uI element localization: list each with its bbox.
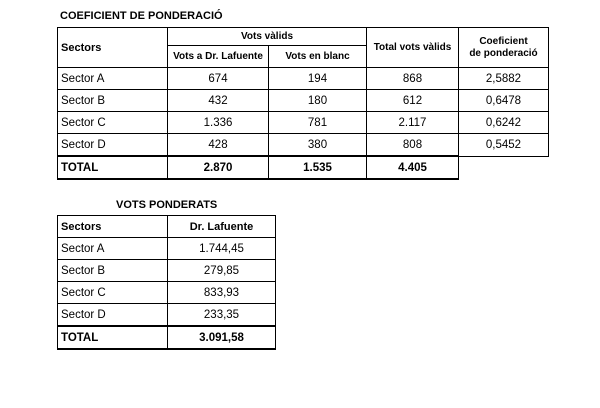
blanc-cell: 380	[269, 134, 367, 157]
blanc-cell: 781	[269, 112, 367, 134]
total-cell: 808	[367, 134, 459, 157]
header-sectors: Sectors	[58, 28, 168, 68]
total-lafuente: 2.870	[168, 156, 269, 179]
table-row	[58, 90, 595, 112]
value-cell: 279,85	[168, 260, 276, 282]
table-row	[58, 112, 595, 134]
lafuente-cell: 674	[168, 68, 269, 90]
blanc-cell: 180	[269, 90, 367, 112]
table-row	[58, 134, 595, 157]
value-cell: 233,35	[168, 304, 276, 327]
total-row	[58, 156, 595, 179]
blanc-cell: 194	[269, 68, 367, 90]
header-coeficient	[459, 28, 549, 68]
total-label: TOTAL	[58, 156, 168, 179]
sector-cell: Sector D	[58, 304, 168, 327]
coeficient-table-title: COEFICIENT DE PONDERACIÓ	[60, 10, 223, 22]
value-cell: 1.744,45	[168, 238, 276, 260]
table-row	[58, 260, 276, 282]
header-total-vots-valids: Total vots vàlids	[367, 28, 459, 68]
header-vots-lafuente: Vots a Dr. Lafuente	[168, 46, 269, 68]
table-row	[58, 282, 276, 304]
header-sectors: Sectors	[58, 216, 168, 238]
sector-cell: Sector B	[58, 90, 168, 112]
sector-cell: Sector D	[58, 134, 168, 157]
header-vots-valids: Vots vàlids	[168, 28, 367, 46]
header-vots-blanc: Vots en blanc	[269, 46, 367, 68]
coef-cell: 0,5452	[459, 134, 549, 157]
value-cell: 833,93	[168, 282, 276, 304]
header-lafuente: Dr. Lafuente	[168, 216, 276, 238]
sector-cell: Sector A	[58, 238, 168, 260]
total-label: TOTAL	[58, 326, 168, 349]
total-blanc: 1.535	[269, 156, 367, 179]
table-row	[58, 68, 595, 90]
sector-cell: Sector A	[58, 68, 168, 90]
lafuente-cell: 428	[168, 134, 269, 157]
table-row	[58, 304, 276, 327]
lafuente-cell: 432	[168, 90, 269, 112]
total-total: 4.405	[367, 156, 459, 179]
lafuente-cell: 1.336	[168, 112, 269, 134]
coef-cell: 0,6478	[459, 90, 549, 112]
total-cell: 612	[367, 90, 459, 112]
vots-ponderats-title: VOTS PONDERATS	[116, 199, 218, 211]
header-coeficient-line1: Coeficient	[479, 35, 528, 47]
coef-cell: 0,6242	[459, 112, 549, 134]
coef-cell: 2,5882	[459, 68, 549, 90]
sector-cell: Sector C	[58, 112, 168, 134]
vots-ponderats-table	[57, 215, 276, 350]
coeficient-table	[57, 27, 595, 180]
total-cell: 2.117	[367, 112, 459, 134]
header-coeficient-line2: de ponderació	[469, 47, 538, 59]
total-value: 3.091,58	[168, 326, 276, 349]
total-cell: 868	[367, 68, 459, 90]
total-row	[58, 326, 276, 349]
sector-cell: Sector C	[58, 282, 168, 304]
table-row	[58, 238, 276, 260]
sector-cell: Sector B	[58, 260, 168, 282]
